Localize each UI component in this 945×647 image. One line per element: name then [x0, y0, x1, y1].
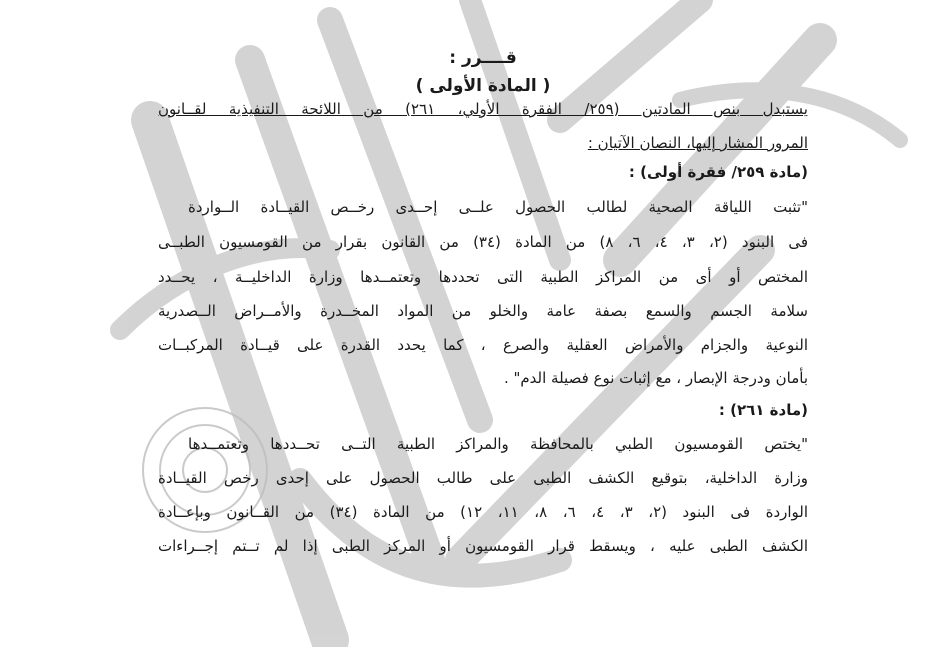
intro-line: يستبدل بنص المادتين (٢٥٩/ الفقرة الأولي، ٢٦١) من اللائحة التنفيذية لقــانون [158, 100, 808, 118]
decree-label: قــــرر : [449, 48, 517, 68]
article-261-line: "يختص القومسيون الطبي بالمحافظة والمراكز الطبية التــى تحــددها وتعتمــدها [188, 435, 808, 453]
article-259-line: النوعية والجزام والأمراض العقلية والصرع ، كما يحدد القدرة على قيــادة المركبــات [158, 336, 808, 354]
article-259-line: المختص أو أى من المراكز الطبية التى تحددها وتعتمــدها وزارة الداخليــة ، يحــدد [158, 268, 808, 286]
article-259-heading: (مادة ٢٥٩/ فقرة أولى) : [628, 163, 808, 181]
intro-line: المرور المشار إليها، النصان الآتيان : [587, 134, 808, 152]
article-259-line: سلامة الجسم والسمع بصفة عامة والخلو من المواد المخــدرة والأمــراض الــصدرية [158, 302, 808, 320]
article-261-line: وزارة الداخلية، بتوقيع الكشف الطبى على طالب الحصول على إحدى رخص القيــادة [158, 469, 808, 487]
article-259-line: "تثبت اللياقة الصحية لطالب الحصول علــى إحــدى رخــص القيــادة الــواردة [188, 198, 808, 216]
article-261-heading: (مادة ٢٦١) : [718, 401, 808, 419]
article-259-line: فى البنود (٢، ٣، ٤، ٦، ٨) من المادة (٣٤) من القانون بقرار من القومسيون الطبــى [158, 233, 808, 251]
article-title: ( المادة الأولى ) [415, 76, 551, 96]
article-261-line: الكشف الطبى عليه ، ويسقط قرار القومسيون أو المركز الطبى إذا لم تــتم إجــراءات [158, 537, 808, 555]
article-261-line: الواردة فى البنود (٢، ٣، ٤، ٦، ٨، ١١، ١٢) من المادة (٣٤) من القــانون وبإعــادة [158, 503, 809, 521]
article-259-line: بأمان ودرجة الإبصار ، مع إثبات نوع فصيلة الدم" . [503, 369, 808, 387]
